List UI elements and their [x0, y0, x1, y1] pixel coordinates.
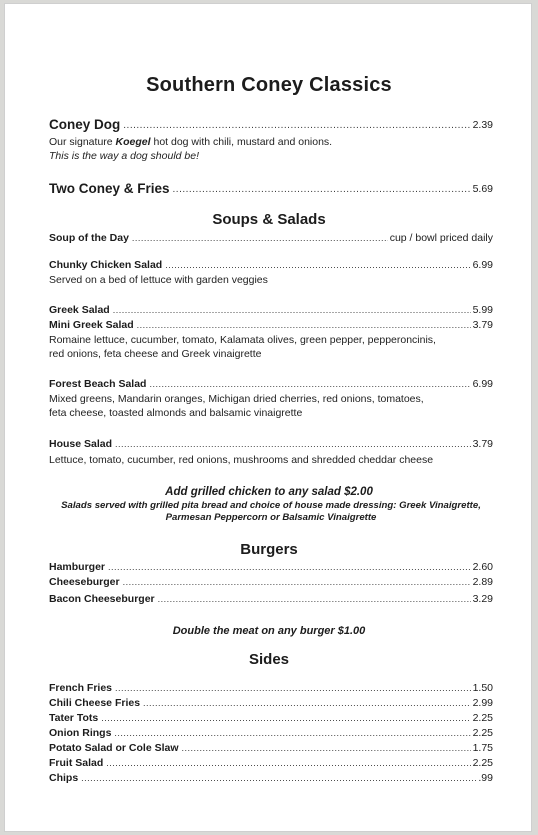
- dot-leader: [143, 698, 471, 708]
- item-name: Fruit Salad: [49, 757, 104, 769]
- item-name: Chili Cheese Fries: [49, 697, 141, 709]
- dot-leader: [113, 305, 471, 315]
- item-name: Onion Rings: [49, 727, 112, 739]
- item-name: Mini Greek Salad: [49, 319, 134, 331]
- menu-title: Southern Coney Classics: [146, 74, 392, 96]
- item-name: House Salad: [49, 438, 113, 450]
- menu-item-side: [49, 682, 493, 695]
- dot-leader: [137, 320, 471, 330]
- dot-leader: [114, 728, 470, 738]
- menu-item-greek-salad: [49, 304, 493, 317]
- section-heading-burgers: Burgers: [240, 541, 298, 558]
- item-price: 3.79: [472, 438, 493, 450]
- item-price: 1.75: [472, 742, 493, 754]
- section-heading-soups-salads: Soups & Salads: [212, 211, 326, 228]
- item-name: Forest Beach Salad: [49, 378, 147, 390]
- dot-leader: [158, 594, 471, 604]
- dot-leader: [132, 233, 388, 243]
- item-name: Coney Dog: [49, 117, 121, 132]
- dot-leader: [123, 577, 471, 587]
- item-name: Tater Tots: [49, 712, 99, 724]
- dot-leader: [115, 683, 471, 693]
- dot-leader: [149, 379, 470, 389]
- item-price: 3.29: [472, 593, 493, 605]
- menu-item-side: [49, 772, 493, 785]
- menu-item-coney-dog: [49, 117, 493, 133]
- dot-leader: [81, 773, 476, 783]
- double-meat-note: Double the meat on any burger $1.00: [172, 625, 366, 637]
- item-name: Hamburger: [49, 561, 106, 573]
- item-price: 2.25: [472, 712, 493, 724]
- dot-leader: [173, 185, 471, 195]
- item-price: 6.99: [472, 259, 493, 271]
- dot-leader: [115, 439, 471, 449]
- item-name: Soup of the Day: [49, 232, 129, 244]
- menu-item-burger: [49, 561, 493, 574]
- item-price: 3.79: [472, 319, 493, 331]
- add-chicken-note: Add grilled chicken to any salad $2.00: [165, 486, 373, 498]
- salad-served-note: Salads served with grilled pita bread and choice of house made dressing: Greek Vinaigrette, Parmesan Peppercorn or Balsamic Vinaigrette: [61, 500, 481, 523]
- dot-leader: [165, 260, 470, 270]
- item-price: 2.39: [472, 119, 493, 131]
- dot-leader: [182, 743, 471, 753]
- item-name: Greek Salad: [49, 304, 110, 316]
- menu-item-mini-greek-salad: [49, 319, 493, 332]
- dot-leader: [101, 713, 470, 723]
- menu-item-side: [49, 757, 493, 770]
- item-name: Chips: [49, 772, 79, 784]
- menu-item-side: [49, 712, 493, 725]
- item-description: Romaine lettuce, cucumber, tomato, Kalamata olives, green pepper, pepperoncinis,: [49, 334, 436, 346]
- item-name: Cheeseburger: [49, 576, 120, 588]
- item-price: 5.99: [472, 304, 493, 316]
- item-price: 1.50: [472, 682, 493, 694]
- item-description: Lettuce, tomato, cucumber, red onions, mushrooms and shredded cheddar cheese: [49, 454, 434, 466]
- menu-item-house-salad: [49, 438, 493, 451]
- menu-item-burger: [49, 576, 493, 589]
- item-description: Served on a bed of lettuce with garden veggies: [49, 274, 268, 286]
- desc-text: Our signature: [49, 136, 116, 148]
- item-name: Chunky Chicken Salad: [49, 259, 163, 271]
- item-name: Two Coney & Fries: [49, 181, 170, 196]
- item-price: 6.99: [472, 378, 493, 390]
- item-description: [49, 136, 499, 149]
- item-name: Potato Salad or Cole Slaw: [49, 742, 179, 754]
- brand-name: Koegel: [115, 136, 151, 148]
- item-name: French Fries: [49, 682, 113, 694]
- dot-leader: [108, 562, 471, 572]
- item-price: 5.69: [472, 183, 493, 195]
- desc-text: hot dog with chili, mustard and onions.: [150, 136, 333, 148]
- item-tagline: This is the way a dog should be!: [49, 150, 200, 162]
- menu-item-side: [49, 742, 493, 755]
- menu-item-two-coney: [49, 181, 493, 197]
- menu-item-side: [49, 727, 493, 740]
- item-price: 2.25: [472, 727, 493, 739]
- menu-item-burger: [49, 593, 493, 606]
- item-price: 2.25: [472, 757, 493, 769]
- item-description: feta cheese, toasted almonds and balsamic vinaigrette: [49, 407, 303, 419]
- section-heading-sides: Sides: [248, 651, 290, 668]
- item-price: cup / bowl priced daily: [389, 232, 493, 244]
- item-description: Mixed greens, Mandarin oranges, Michigan dried cherries, red onions, tomatoes,: [49, 393, 424, 405]
- dot-leader: [106, 758, 470, 768]
- menu-item-chunky-chicken: [49, 259, 493, 272]
- menu-item-soup: [49, 232, 493, 245]
- item-price: 2.89: [472, 576, 493, 588]
- menu-item-side: [49, 697, 493, 710]
- menu-item-forest-beach-salad: [49, 378, 493, 391]
- item-name: Bacon Cheeseburger: [49, 593, 155, 605]
- item-price: 2.60: [472, 561, 493, 573]
- item-description: red onions, feta cheese and Greek vinaigrette: [49, 348, 262, 360]
- item-price: 2.99: [472, 697, 493, 709]
- item-price: .99: [478, 772, 493, 784]
- dot-leader: [123, 121, 470, 131]
